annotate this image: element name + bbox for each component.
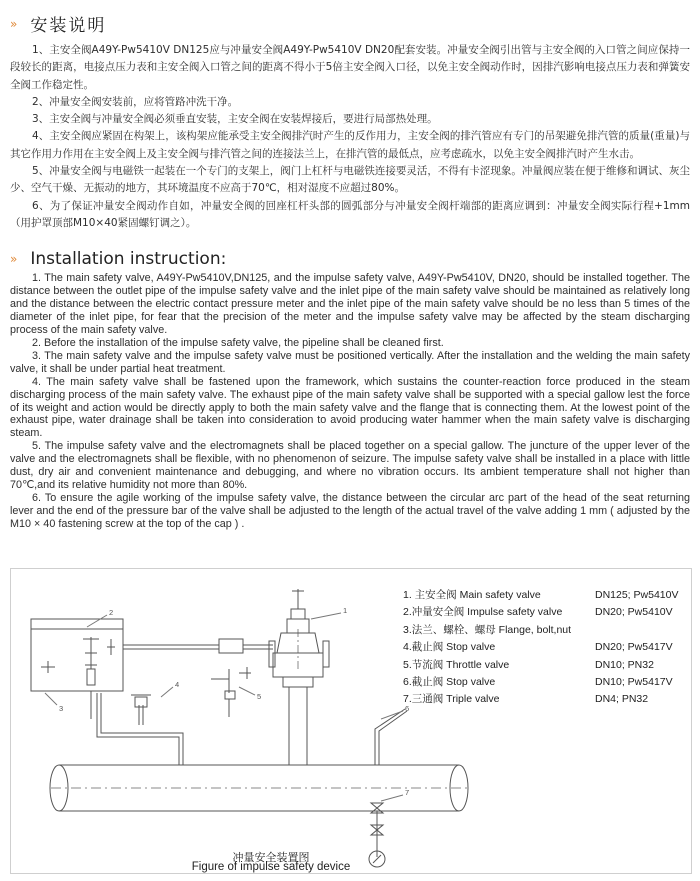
impulse-valve-box: [31, 619, 123, 719]
parts-legend: [403, 587, 687, 709]
double-chevron-icon: »: [10, 252, 17, 266]
part-spec: DN125; Pw5410V: [595, 589, 679, 601]
legend-row: [403, 674, 687, 691]
en-section-title: Installation instruction:: [30, 249, 227, 269]
legend-row: [403, 657, 687, 674]
part-spec: DN20; Pw5410V: [595, 606, 673, 619]
cn-paragraph: 4、主安全阀应紧固在构架上，该构架应能承受主安全阀排汽时产生的反作用力，主安全阀的排汽管应有专门的吊架避免排汽管的质量(重量)与其它作用力作用在主安全阀上及主安全阀与排汽管之间的连接法兰上，在排汽管的最低点，应考虑疏水，以免主安全阀排汽时产生水击。: [10, 130, 690, 160]
part-spec: DN10; Pw5417V: [595, 675, 673, 688]
callout-label: 7: [405, 788, 410, 797]
figure-caption-cn: 冲量安全装置图: [232, 852, 310, 864]
cn-instructions: [10, 42, 690, 232]
en-paragraph: 3. The main safety valve and the impulse safety valve must be positioned vertically. After the installation and the welding the main safety valve, it shall be under partial heat treatment.: [10, 349, 690, 375]
callout-label: 2: [109, 608, 114, 617]
part-spec: DN10; PN32: [595, 658, 654, 671]
callout-label: 3: [59, 704, 64, 713]
callout-leaders: [45, 613, 403, 801]
part-spec: DN20; Pw5417V: [595, 641, 673, 654]
callout-label: 4: [175, 680, 180, 689]
part-name: 6.截止阀 Stop valve: [403, 675, 496, 688]
cn-paragraph: 6、为了保证冲量安全阀动作自如，冲量安全阀的回座杠杆头部的圆弧部分与冲量安全阀杆端部的距离应调到：冲量安全阀实际行程+1mm（用护罩顶部M10×40紧固螺钉调之）。: [10, 199, 690, 229]
impulse-device-figure: [10, 568, 692, 874]
legend-row: [403, 639, 687, 656]
callout-label: 1: [343, 606, 348, 615]
en-instructions: [10, 272, 690, 531]
legend-row: [403, 691, 687, 708]
legend-row: [403, 622, 687, 639]
en-paragraph: 5. The impulse safety valve and the electromagnets shall be placed together on a special gallow. The juncture of the upper lever of the valve and the electromagnets shall be flexible, with no phenomenon of seizure. The impulse safety valve shall be installed in a place with little dust, dry air and convenient maintenance and debugging, and where no vibration occurs. Its ambient temperature shall not higher than 70℃,and its relative humidity not more than 80%.: [10, 440, 690, 492]
callout-labels: [59, 606, 409, 797]
cn-paragraph: 5、冲量安全阀与电磁铁一起装在一个专门的支架上，阀门上杠杆与电磁铁连接要灵活，不得有卡涩现象。冲量阀应装在便于维修和调试、灰尘少、空气干燥、无振动的地方，其环境温度不应高于70℃，相对湿度不应超过80%。: [10, 165, 690, 195]
cn-paragraph: 2、冲量安全阀安装前，应将管路冲洗干净。: [32, 95, 239, 108]
cn-paragraph: 1、主安全阀A49Y-Pw5410V DN125应与冲量安全阀A49Y-Pw5410V DN20配套安装。冲量安全阀引出管与主安全阀的入口管之间应保持一段较长的距离，电接点压力表和主安全阀入口管之间的距离不得小于5倍主安全阀入口径，以免主安全阀动作时，因排汽影响电接点压力表和弹簧安全阀工作稳定性。: [10, 44, 690, 91]
cn-section-header: [10, 11, 106, 36]
part-name: 5.节流阀 Throttle valve: [403, 658, 510, 671]
cn-section-title: 安装说明: [30, 16, 107, 36]
legend-row: [403, 604, 687, 621]
legend-row: [403, 587, 687, 604]
cn-paragraph: 3、主安全阀与冲量安全阀必须垂直安装，主安全阀在安装焊接后，要进行局部热处理。: [32, 113, 438, 126]
part-name: 7.三通阀 Triple valve: [403, 693, 500, 706]
en-paragraph: 1. The main safety valve, A49Y-Pw5410V,DN125, and the impulse safety valve, A49Y-Pw5410V, DN20, should be installed together. The distance between the outlet pipe of the impulse safety valve and the inlet pipe of the main safety valve should be maintained as relatively long and the distance between the electric contact pressure meter and the inlet pipe of the main safety valve should be no less than 5 times of the diameter of the inlet pipe, for fear that the precision of the meter and the impulse safety valve may be affected by the steam discharging process of the main safety valve.: [10, 272, 690, 336]
en-paragraph: 6. To ensure the agile working of the impulse safety valve, the distance between the circular arc part of the head of the seat returning lever and the end of the pressure bar of the valve shall be adjusted to the length of the actual travel of the valve adding 1 mm ( adjusted by the M10 × 40 fastening screw at the top of the cap ) .: [10, 492, 690, 531]
part-name: 3.法兰、螺栓、螺母 Flange, bolt,nut: [403, 623, 572, 636]
en-paragraph: 2. Before the installation of the impulse safety valve, the pipeline shall be cleaned first.: [32, 336, 444, 349]
callout-label: 5: [257, 692, 262, 701]
part-name: 4.截止阀 Stop valve: [403, 641, 496, 654]
callout-label: 6: [405, 704, 410, 713]
part-name: 1. 主安全阀 Main safety valve: [403, 589, 541, 601]
part-name: 2.冲量安全阀 Impulse safety valve: [403, 606, 563, 619]
figure-caption-en: Figure of impulse safety device: [191, 861, 351, 873]
main-safety-valve: [269, 589, 329, 765]
part-spec: DN4; PN32: [595, 693, 649, 706]
en-paragraph: 4. The main safety valve shall be fastened upon the framework, which sustains the counter-reaction force produced in the steam discharging process of the main safety valve. The exhaust pipe of the main safety valve shall be supported with a special gallow lest the force of its weight and action would be directly apply to both the main safety valve and the flange that is connecting them. At the lowest point of the exhaust pipe, water drainage shall be taken into consideration to avoid producing water hammer when the main safety valve is discharging steam.: [10, 375, 690, 440]
en-section-header: [10, 249, 226, 269]
double-chevron-icon: »: [10, 16, 17, 31]
